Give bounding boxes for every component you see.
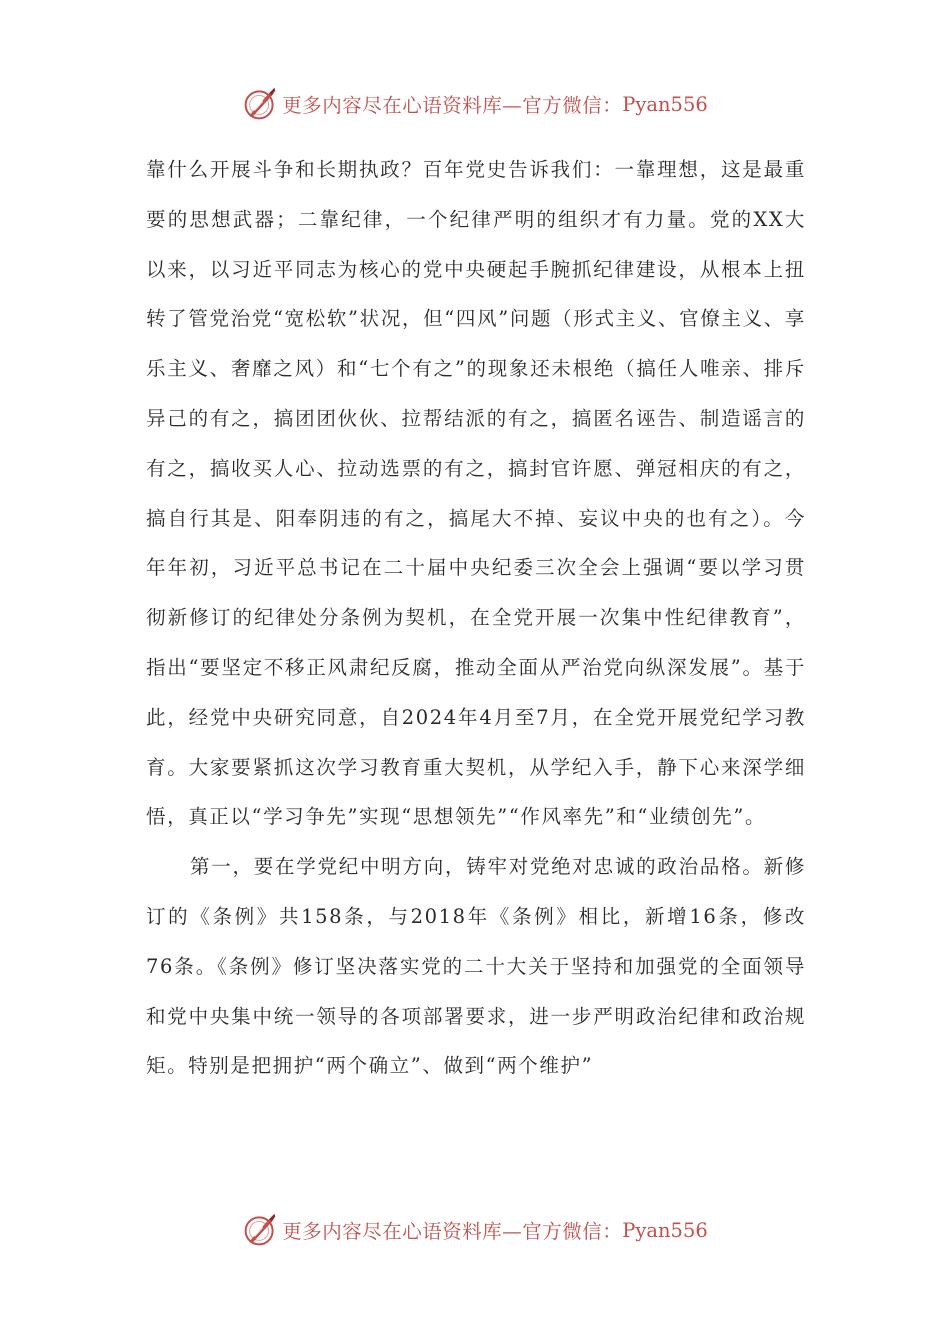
quill-logo-icon: [242, 1212, 278, 1248]
document-body: [146, 145, 806, 1091]
header-banner: [0, 82, 950, 126]
brand-text: 更多内容尽在心语资料库—官方微信：: [282, 94, 623, 117]
brand-text: 更多内容尽在心语资料库—官方微信：: [282, 1220, 623, 1243]
paragraph-first-point: 第一，要在学党纪中明方向，铸牢对党绝对忠诚的政治品格。新修订的《条例》共158条，与2018年《条例》相比，新增16条，修改76条。《条例》修订坚决落实党的二十大关于坚持和加强党的全面领导和党中央集中统一领导的各项部署要求，进一步严明政治纪律和政治规矩。特别是把拥护“两个确立”、做到“两个维护”: [146, 855, 806, 1078]
footer-banner: [0, 1208, 950, 1252]
paragraph-intro: 靠什么开展斗争和长期执政？百年党史告诉我们：一靠理想，这是最重要的思想武器；二靠纪律，一个纪律严明的组织才有力量。党的XX大以来，以习近平同志为核心的党中央硬起手腕抓纪律建设，从根本上扭转了管党治党“宽松软”状况，但“四风”问题（形式主义、官僚主义、享乐主义、奢靡之风）和“七个有之”的现象还未根绝（搞任人唯亲、排斥异己的有之，搞团团伙伙、拉帮结派的有之，搞匿名诬告、制造谣言的有之，搞收买人心、拉动选票的有之，搞封官许愿、弹冠相庆的有之，搞自行其是、阳奉阴违的有之，搞尾大不掉、妄议中央的也有之）。今年年初，习近平总书记在二十届中央纪委三次全会上强调“要以学习贯彻新修订的纪律处分条例为契机，在全党开展一次集中性纪律教育”，指出“要坚定不移正风肃纪反腐，推动全面从严治党向纵深发展”。基于此，经党中央研究同意，自2024年4月至7月，在全党开展党纪学习教育。大家要紧抓这次学习教育重大契机，从学纪入手，静下心来深学细悟，真正以“学习争先”实现“思想领先”“作风率先”和“业绩创先”。: [146, 158, 806, 829]
quill-logo-icon: [242, 86, 278, 122]
wechat-id: Pyan556: [622, 1218, 708, 1242]
wechat-id: Pyan556: [622, 92, 708, 116]
